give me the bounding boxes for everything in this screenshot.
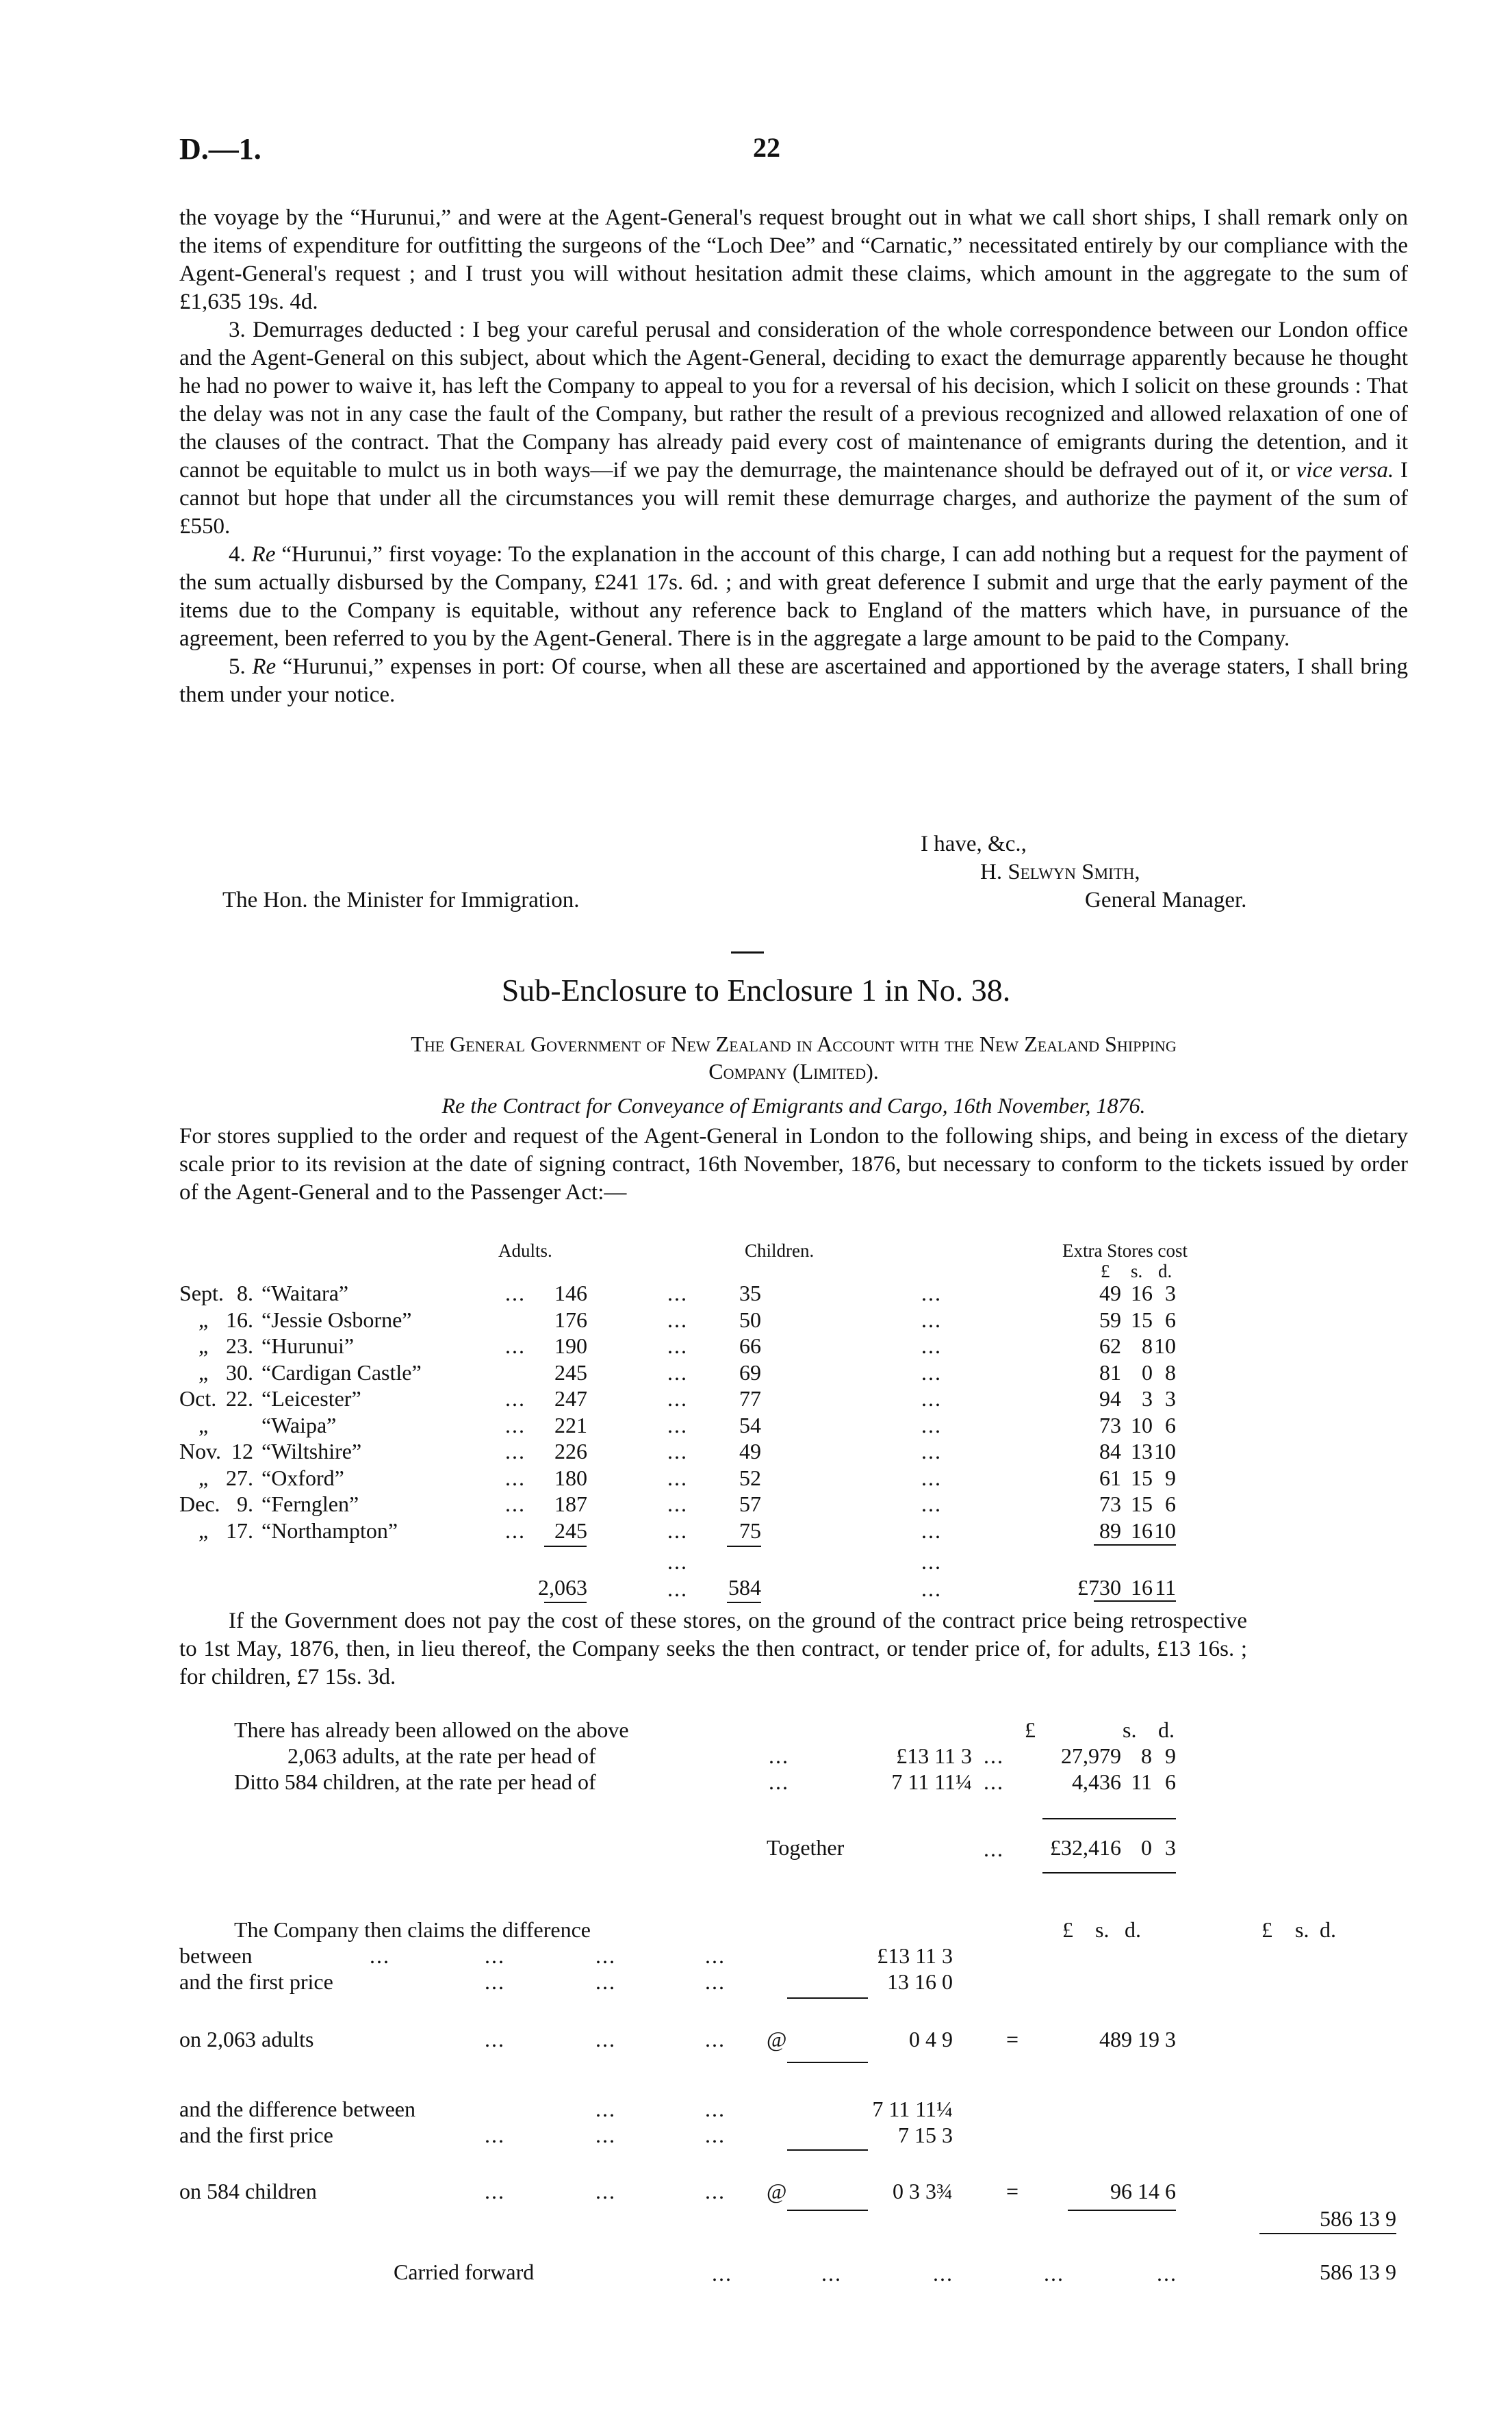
allowed-rate: £13 11 3 <box>896 1743 972 1768</box>
row-leader-dots: ... <box>921 1412 942 1437</box>
result-rule <box>1068 2210 1176 2211</box>
sum-rule <box>1042 1818 1176 1819</box>
header-pence: d. <box>1158 1261 1173 1281</box>
row-adults: 221 <box>554 1412 587 1437</box>
claims-label: and the first price <box>179 2123 333 2147</box>
col-pounds-label: £ <box>1025 1717 1036 1742</box>
row-ship-name: “Leicester” <box>261 1386 361 1411</box>
row-leader-dots: ... <box>921 1518 942 1543</box>
row-month: „ <box>198 1359 209 1385</box>
row-pence: 6 <box>1165 1412 1176 1437</box>
row-adults: 187 <box>554 1492 587 1516</box>
row-ship-name: “Fernglen” <box>261 1492 359 1516</box>
row-month: „ <box>198 1333 209 1358</box>
row-leader-dots: ... <box>921 1492 942 1516</box>
row-pounds: 94 <box>1099 1386 1121 1411</box>
row-leader-dots: ... <box>505 1439 526 1463</box>
row-shillings: 0 <box>1142 1359 1153 1385</box>
row-leader-dots: ... <box>667 1307 688 1332</box>
total-children: 584 <box>728 1575 761 1600</box>
row-shillings: 13 <box>1131 1439 1153 1463</box>
claims-amount: 13 16 0 <box>887 1969 953 1994</box>
leader-dots: ... <box>705 1943 726 1968</box>
row-leader-dots: ... <box>505 1333 526 1358</box>
row-pence: 10 <box>1154 1439 1176 1463</box>
section-divider <box>731 951 764 954</box>
leader-dots: ... <box>1044 2261 1064 2286</box>
row-ship-name: “Jessie Osborne” <box>261 1307 412 1332</box>
allowed-pence: 6 <box>1165 1769 1176 1794</box>
series-reference: D.—1. <box>179 132 261 166</box>
allowed-heading: There has already been allowed on the above <box>234 1717 629 1742</box>
leader-dots: ... <box>370 1943 390 1968</box>
row-leader-dots: ... <box>667 1333 688 1358</box>
allowed-rate: 7 11 11¼ <box>891 1769 972 1794</box>
closing: I have, &c., <box>921 832 1027 856</box>
row-day: 23. <box>226 1333 253 1358</box>
signatory-name: H. Selwyn Smith, <box>980 860 1140 884</box>
leader-dots: ... <box>485 2179 505 2203</box>
row-leader-dots: ... <box>667 1465 688 1490</box>
row-month: Nov. <box>179 1439 222 1463</box>
row-leader-dots: ... <box>921 1439 942 1463</box>
leader-dots: ... <box>705 2123 726 2147</box>
row-pence: 3 <box>1165 1281 1176 1305</box>
total-pounds: £730 <box>1077 1575 1121 1600</box>
row-leader-dots: ... <box>921 1281 942 1305</box>
claims-label: on 584 children <box>179 2179 317 2203</box>
together-pounds: £32,416 <box>1050 1835 1121 1860</box>
leader-dots: ... <box>921 1549 942 1574</box>
row-leader-dots: ... <box>667 1439 688 1463</box>
total-shillings: 16 <box>1131 1575 1153 1600</box>
equals-sign: = <box>1006 2027 1019 2051</box>
row-month: Dec. <box>179 1492 220 1516</box>
allowed-shillings: 11 <box>1131 1769 1152 1794</box>
signatory-title: General Manager. <box>1085 888 1247 912</box>
row-day: 8. <box>237 1281 253 1305</box>
leader-dots: ... <box>485 2123 505 2147</box>
claims-amount: 0 3 3¾ <box>893 2179 953 2203</box>
row-adults: 226 <box>554 1439 587 1463</box>
row-adults: 245 <box>554 1359 587 1385</box>
claims-label: on 2,063 adults <box>179 2027 314 2051</box>
equals-sign: = <box>1006 2179 1019 2203</box>
claims-amount: 7 15 3 <box>898 2123 953 2147</box>
row-leader-dots: ... <box>667 1281 688 1305</box>
claims-amount: 0 4 9 <box>909 2027 953 2051</box>
row-ship-name: “Waitara” <box>261 1281 349 1305</box>
row-shillings: 16 <box>1131 1281 1153 1305</box>
allowed-pounds: 4,436 <box>1072 1769 1121 1794</box>
row-adults: 247 <box>554 1386 587 1411</box>
enclosure-intro <box>179 1123 1408 1207</box>
row-month: Sept. <box>179 1281 224 1305</box>
enclosure-subtitle-2: Company (Limited). <box>708 1059 879 1084</box>
row-leader-dots: ... <box>921 1307 942 1332</box>
diff-rule-3 <box>787 2149 868 2151</box>
total-rule-children <box>727 1546 761 1547</box>
row-pence: 10 <box>1154 1518 1176 1543</box>
row-leader-dots: ... <box>921 1333 942 1358</box>
leader-dots: ... <box>595 1943 616 1968</box>
row-day: 9. <box>237 1492 253 1516</box>
leader-dots: ... <box>667 1549 688 1574</box>
row-leader-dots: ... <box>921 1359 942 1385</box>
leader-dots: ... <box>921 1576 942 1601</box>
addressee: The Hon. the Minister for Immigration. <box>222 888 580 912</box>
row-leader-dots: ... <box>921 1386 942 1411</box>
row-ship-name: “Hurunui” <box>261 1333 355 1358</box>
col-shillings-label: s. <box>1123 1717 1137 1742</box>
row-adults: 190 <box>554 1333 587 1358</box>
row-shillings: 10 <box>1131 1412 1153 1437</box>
leader-dots: ... <box>705 2179 726 2203</box>
col-label-1: d. <box>1125 1917 1141 1942</box>
row-leader-dots: ... <box>505 1465 526 1490</box>
claims-heading: The Company then claims the difference <box>234 1917 591 1942</box>
leader-dots: ... <box>984 1743 1004 1768</box>
re-label: Re <box>252 654 277 679</box>
row-children: 49 <box>739 1439 761 1463</box>
leader-dots: ... <box>769 1769 789 1794</box>
col-label-1: £ <box>1062 1917 1073 1942</box>
row-children: 75 <box>739 1518 761 1543</box>
row-pounds: 73 <box>1099 1492 1121 1516</box>
page-number: 22 <box>753 132 780 163</box>
col-label-2: s. <box>1295 1917 1309 1942</box>
leader-dots: ... <box>705 2097 726 2121</box>
row-pounds: 49 <box>1099 1281 1121 1305</box>
row-children: 57 <box>739 1492 761 1516</box>
row-day: 30. <box>226 1359 253 1385</box>
row-leader-dots: ... <box>505 1412 526 1437</box>
row-children: 50 <box>739 1307 761 1332</box>
row-shillings: 15 <box>1131 1307 1153 1332</box>
row-leader-dots: ... <box>667 1412 688 1437</box>
header-adults: Adults. <box>498 1240 552 1261</box>
diff-rule-2 <box>787 2062 868 2063</box>
paragraph-5 <box>179 653 1408 709</box>
leader-dots: ... <box>595 2179 616 2203</box>
leader-dots: ... <box>1157 2261 1177 2286</box>
row-leader-dots: ... <box>505 1386 526 1411</box>
double-rule-children <box>727 1602 761 1603</box>
claims-label: and the difference between <box>179 2097 415 2121</box>
total-adults: 2,063 <box>538 1575 587 1600</box>
col-label-2: £ <box>1261 1917 1272 1942</box>
row-pence: 6 <box>1165 1307 1176 1332</box>
row-pounds: 89 <box>1099 1518 1121 1543</box>
row-day: 17. <box>226 1518 253 1543</box>
carried-forward-amount: 586 13 9 <box>1320 2260 1396 2284</box>
row-adults: 176 <box>554 1307 587 1332</box>
double-rule <box>1042 1872 1176 1874</box>
row-pounds: 73 <box>1099 1412 1121 1437</box>
contract-reference: Re the Contract for Conveyance of Emigrants and Cargo, 16th November, 1876. <box>441 1093 1146 1118</box>
row-adults: 245 <box>554 1518 587 1543</box>
allowed-shillings: 8 <box>1141 1743 1152 1768</box>
row-shillings: 8 <box>1142 1333 1153 1358</box>
paragraph-4 <box>179 541 1408 653</box>
row-pounds: 61 <box>1099 1465 1121 1490</box>
row-pounds: 84 <box>1099 1439 1121 1463</box>
leader-dots: ... <box>595 2097 616 2121</box>
leader-dots: ... <box>705 1969 726 1994</box>
paragraph-5-text: “Hurunui,” expenses in port: Of course, when all these are ascertained and apportioned by the average staters, I shall bring them under your notice. <box>179 654 1408 707</box>
followup-paragraph <box>179 1607 1247 1691</box>
double-rule-cost <box>1094 1600 1176 1602</box>
followup-text: If the Government does not pay the cost of these stores, on the ground of the contract price being retrospective to 1st May, 1876, then, in lieu thereof, the Company seeks the then contract, or tender price of, for adults, £13 16s. ; for children, £7 15s. 3d. <box>179 1609 1247 1689</box>
row-day: 16. <box>226 1307 253 1332</box>
col-pence-label: d. <box>1158 1717 1175 1742</box>
diff-rule-1 <box>787 1997 868 1999</box>
row-month: „ <box>198 1518 209 1543</box>
header-shillings: s. <box>1131 1261 1143 1281</box>
row-ship-name: “Waipa” <box>261 1412 337 1437</box>
row-pence: 3 <box>1165 1386 1176 1411</box>
row-shillings: 16 <box>1131 1518 1153 1543</box>
enclosure-title: Sub-Enclosure to Enclosure 1 in No. 38. <box>501 973 1011 1008</box>
paragraph-5-number: 5. <box>229 654 253 679</box>
subtotal: 586 13 9 <box>1320 2206 1396 2231</box>
paragraph-3-end: I cannot but hope that under all the circumstances you will remit these demurrage charges, and authorize the payment of the sum of £550. <box>179 458 1408 539</box>
vice-versa: vice versa. <box>1296 458 1394 483</box>
together-label: Together <box>767 1835 845 1860</box>
claims-result: 489 19 3 <box>1099 2027 1176 2051</box>
letter-body <box>179 204 1408 709</box>
allowed-pence: 9 <box>1165 1743 1176 1768</box>
leader-dots: ... <box>485 1969 505 1994</box>
at-sign: @ <box>767 2027 787 2051</box>
leader-dots: ... <box>821 2261 842 2286</box>
enclosure-subtitle-1: The General Government of New Zealand in Account with the New Zealand Shipping <box>411 1032 1177 1056</box>
paragraph-3 <box>179 316 1408 541</box>
row-day: 22. <box>226 1386 253 1411</box>
leader-dots: ... <box>933 2261 953 2286</box>
leader-dots: ... <box>705 2027 726 2051</box>
leader-dots: ... <box>769 1743 789 1768</box>
row-pence: 6 <box>1165 1492 1176 1516</box>
row-leader-dots: ... <box>921 1465 942 1490</box>
row-adults: 180 <box>554 1465 587 1490</box>
row-leader-dots: ... <box>667 1359 688 1385</box>
leader-dots: ... <box>485 2027 505 2051</box>
row-day: 12 <box>231 1439 253 1463</box>
allowed-label: 2,063 adults, at the rate per head of <box>287 1743 596 1768</box>
row-month: „ <box>198 1465 209 1490</box>
row-shillings: 3 <box>1142 1386 1153 1411</box>
row-month: Oct. <box>179 1386 217 1411</box>
row-pence: 8 <box>1165 1359 1176 1385</box>
row-month: „ <box>198 1412 209 1437</box>
row-leader-dots: ... <box>505 1492 526 1516</box>
row-children: 54 <box>739 1412 761 1437</box>
row-pounds: 81 <box>1099 1359 1121 1385</box>
leader-dots: ... <box>485 1943 505 1968</box>
leader-dots: ... <box>712 2261 732 2286</box>
claims-amount: £13 11 3 <box>877 1943 953 1968</box>
leader-dots: ... <box>595 2027 616 2051</box>
row-leader-dots: ... <box>667 1492 688 1516</box>
row-children: 69 <box>739 1359 761 1385</box>
paragraph-continued: the voyage by the “Hurunui,” and were at the Agent-General's request brought out in what we call short ships, I shall remark only on the items of expenditure for outfitting the surgeons of the “Loch Dee” and “Carnatic,” necessitated entirely by our compliance with the Agent-General's request ; and I trust you will without hesitation admit these claims, which amount in the aggregate to the sum of £1,635 19s. 4d. <box>179 205 1408 314</box>
row-children: 35 <box>739 1281 761 1305</box>
subtotal-rule <box>1259 2233 1396 2234</box>
row-ship-name: “Wiltshire” <box>261 1439 362 1463</box>
row-adults: 146 <box>554 1281 587 1305</box>
col-label-2: d. <box>1320 1917 1336 1942</box>
row-leader-dots: ... <box>667 1518 688 1543</box>
row-pence: 10 <box>1154 1333 1176 1358</box>
double-rule-adults <box>544 1602 587 1603</box>
claims-amount: 7 11 11¼ <box>872 2097 953 2121</box>
total-pence: 11 <box>1155 1575 1176 1600</box>
row-ship-name: “Oxford” <box>261 1465 344 1490</box>
row-day: 27. <box>226 1465 253 1490</box>
enclosure-intro-text: For stores supplied to the order and request of the Agent-General in London to the following ships, and being in excess of the dietary scale prior to its revision at the date of signing contract, 16th November, 1876, but necessary to conform to the tickets issued by order of the Agent-General and to the Passenger Act:— <box>179 1124 1408 1205</box>
leader-dots: ... <box>984 1769 1004 1794</box>
row-pounds: 59 <box>1099 1307 1121 1332</box>
leader-dots: ... <box>595 2123 616 2147</box>
re-label: Re <box>251 542 276 567</box>
paragraph-3-text: 3. Demurrages deducted : I beg your careful perusal and consideration of the whole correspondence between our London office and the Agent-General on this subject, about which the Agent-General, deciding to exact the demurrage apparently because he thought he had no power to waive it, has left the Company to appeal to you for a reversal of his decision, which I solicit on these grounds : That the delay was not in any case the fault of the Company, but rather the result of a previous recognized and allowed relaxation of one of the clauses of the contract. That the Company has already paid every cost of maintenance of emigrants during the detention, and it cannot be equitable to mulct us in both ways—if we pay the demurrage, the maintenance should be defrayed out of it, or <box>179 318 1408 483</box>
together-pence: 3 <box>1165 1835 1176 1860</box>
row-leader-dots: ... <box>505 1281 526 1305</box>
allowed-pounds: 27,979 <box>1061 1743 1121 1768</box>
allowed-label: Ditto 584 children, at the rate per head of <box>234 1769 596 1794</box>
row-children: 52 <box>739 1465 761 1490</box>
claims-result: 96 14 6 <box>1110 2179 1176 2203</box>
header-extra-stores-cost: Extra Stores cost <box>1062 1240 1188 1261</box>
row-pounds: 62 <box>1099 1333 1121 1358</box>
carried-forward-label: Carried forward <box>394 2260 535 2284</box>
claims-label: between <box>179 1943 253 1968</box>
leader-dots: ... <box>984 1837 1004 1861</box>
col-label-1: s. <box>1095 1917 1110 1942</box>
claims-label: and the first price <box>179 1969 333 1994</box>
together-shillings: 0 <box>1141 1835 1152 1860</box>
row-children: 77 <box>739 1386 761 1411</box>
header-pounds: £ <box>1101 1261 1110 1281</box>
header-children: Children. <box>745 1240 815 1261</box>
row-ship-name: “Northampton” <box>261 1518 398 1543</box>
row-leader-dots: ... <box>505 1518 526 1543</box>
paragraph-4-text: “Hurunui,” first voyage: To the explanation in the account of this charge, I can add nothing but a request for the payment of the sum actually disbursed by the Company, £241 17s. 6d. ; and with great deference I submit and urge that the early payment of the items due to the Company is equitable, without any reference back to England of the matters which have, in pursuance of the agreement, been referred to you by the Agent-General. There is in the aggregate a large amount to be paid to the Company. <box>179 542 1409 651</box>
row-leader-dots: ... <box>667 1386 688 1411</box>
row-children: 66 <box>739 1333 761 1358</box>
at-sign: @ <box>767 2179 787 2203</box>
row-month: „ <box>198 1307 209 1332</box>
leader-dots: ... <box>595 1969 616 1994</box>
total-rule-adults <box>544 1546 587 1547</box>
total-rule-cost <box>1094 1544 1176 1546</box>
paragraph-4-number: 4. <box>229 542 252 567</box>
diff-rule-4 <box>787 2210 868 2211</box>
row-pence: 9 <box>1165 1465 1176 1490</box>
row-ship-name: “Cardigan Castle” <box>261 1359 422 1385</box>
row-shillings: 15 <box>1131 1492 1153 1516</box>
leader-dots: ... <box>667 1576 688 1601</box>
row-shillings: 15 <box>1131 1465 1153 1490</box>
